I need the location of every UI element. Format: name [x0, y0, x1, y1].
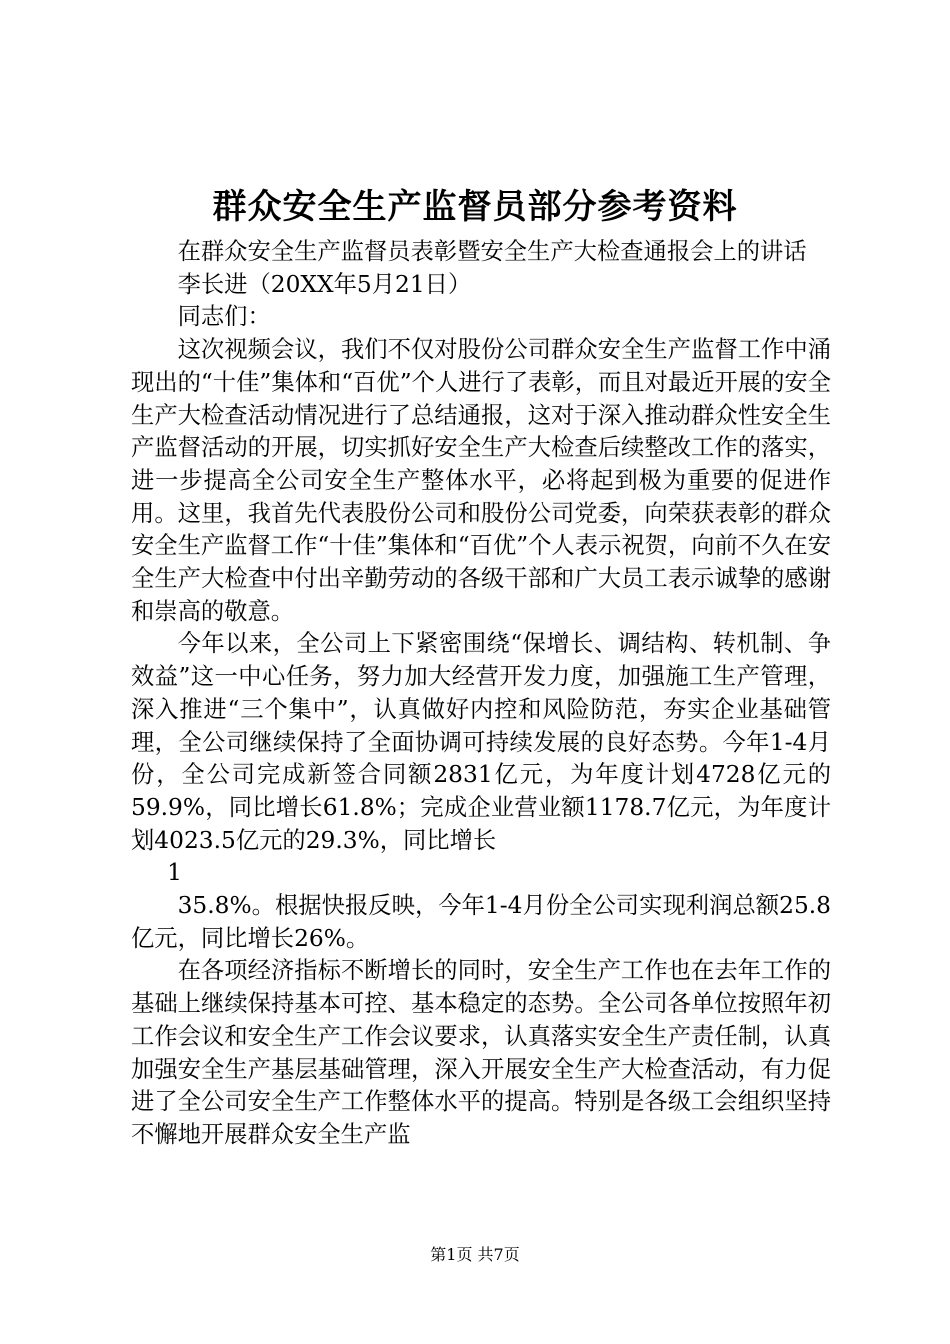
body-paragraph: 35.8%。根据快报反映，今年1-4月份全公司实现利润总额25.8亿元，同比增长26%。: [131, 892, 831, 952]
body-paragraph: 在各项经济指标不断增长的同时，安全生产工作也在去年工作的基础上继续保持基本可控、基本稳定的态势。全公司各单位按照年初工作会议和安全生产工作会议要求，认真落实安全生产责任制，认真加强安全生产基层基础管理，深入开展安全生产大检查活动，有力促进了全公司安全生产工作整体水平的提高。特别是各级工会组织坚持不懈地开展群众安全生产监: [131, 957, 831, 1148]
inline-page-number: 1: [167, 859, 182, 887]
document-title: 群众安全生产监督员部分参考资料: [212, 187, 738, 227]
page-footer: 第1页 共7页: [430, 1245, 520, 1264]
document-body: [131, 236, 831, 1152]
body-paragraph: 这次视频会议，我们不仅对股份公司群众安全生产监督工作中涌现出的“十佳”集体和“百优”个人进行了表彰，而且对最近开展的安全生产大检查活动情况进行了总结通报，这对于深入推动群众性安全生产监督活动的开展，切实抓好安全生产大检查后续整改工作的落实，进一步提高全公司安全生产整体水平，必将起到极为重要的促进作用。这里，我首先代表股份公司和股份公司党委，向荣获表彰的群众安全生产监督工作“十佳”集体和“百优”个人表示祝贺，向前不久在安全生产大检查中付出辛勤劳动的各级干部和广大员工表示诚挚的感谢和崇高的敬意。: [131, 336, 831, 625]
speaker-date: 李长进（20XX年5月21日）: [177, 270, 472, 298]
body-paragraph: 今年以来，全公司上下紧密围绕“保增长、调结构、转机制、争效益”这一中心任务，努力加大经营开发力度，加强施工生产管理，深入推进“三个集中”，认真做好内控和风险防范，夯实企业基础管理，全公司继续保持了全面协调可持续发展的良好态势。今年1-4月份，全公司完成新签合同额2831亿元，为年度计划4728亿元的59.9%，同比增长61.8%；完成企业营业额1178.7亿元，为年度计划4023.5亿元的29.3%，同比增长: [131, 630, 831, 854]
salutation: 同志们：: [177, 303, 271, 331]
speech-heading: 在群众安全生产监督员表彰暨安全生产大检查通报会上的讲话: [177, 238, 807, 265]
